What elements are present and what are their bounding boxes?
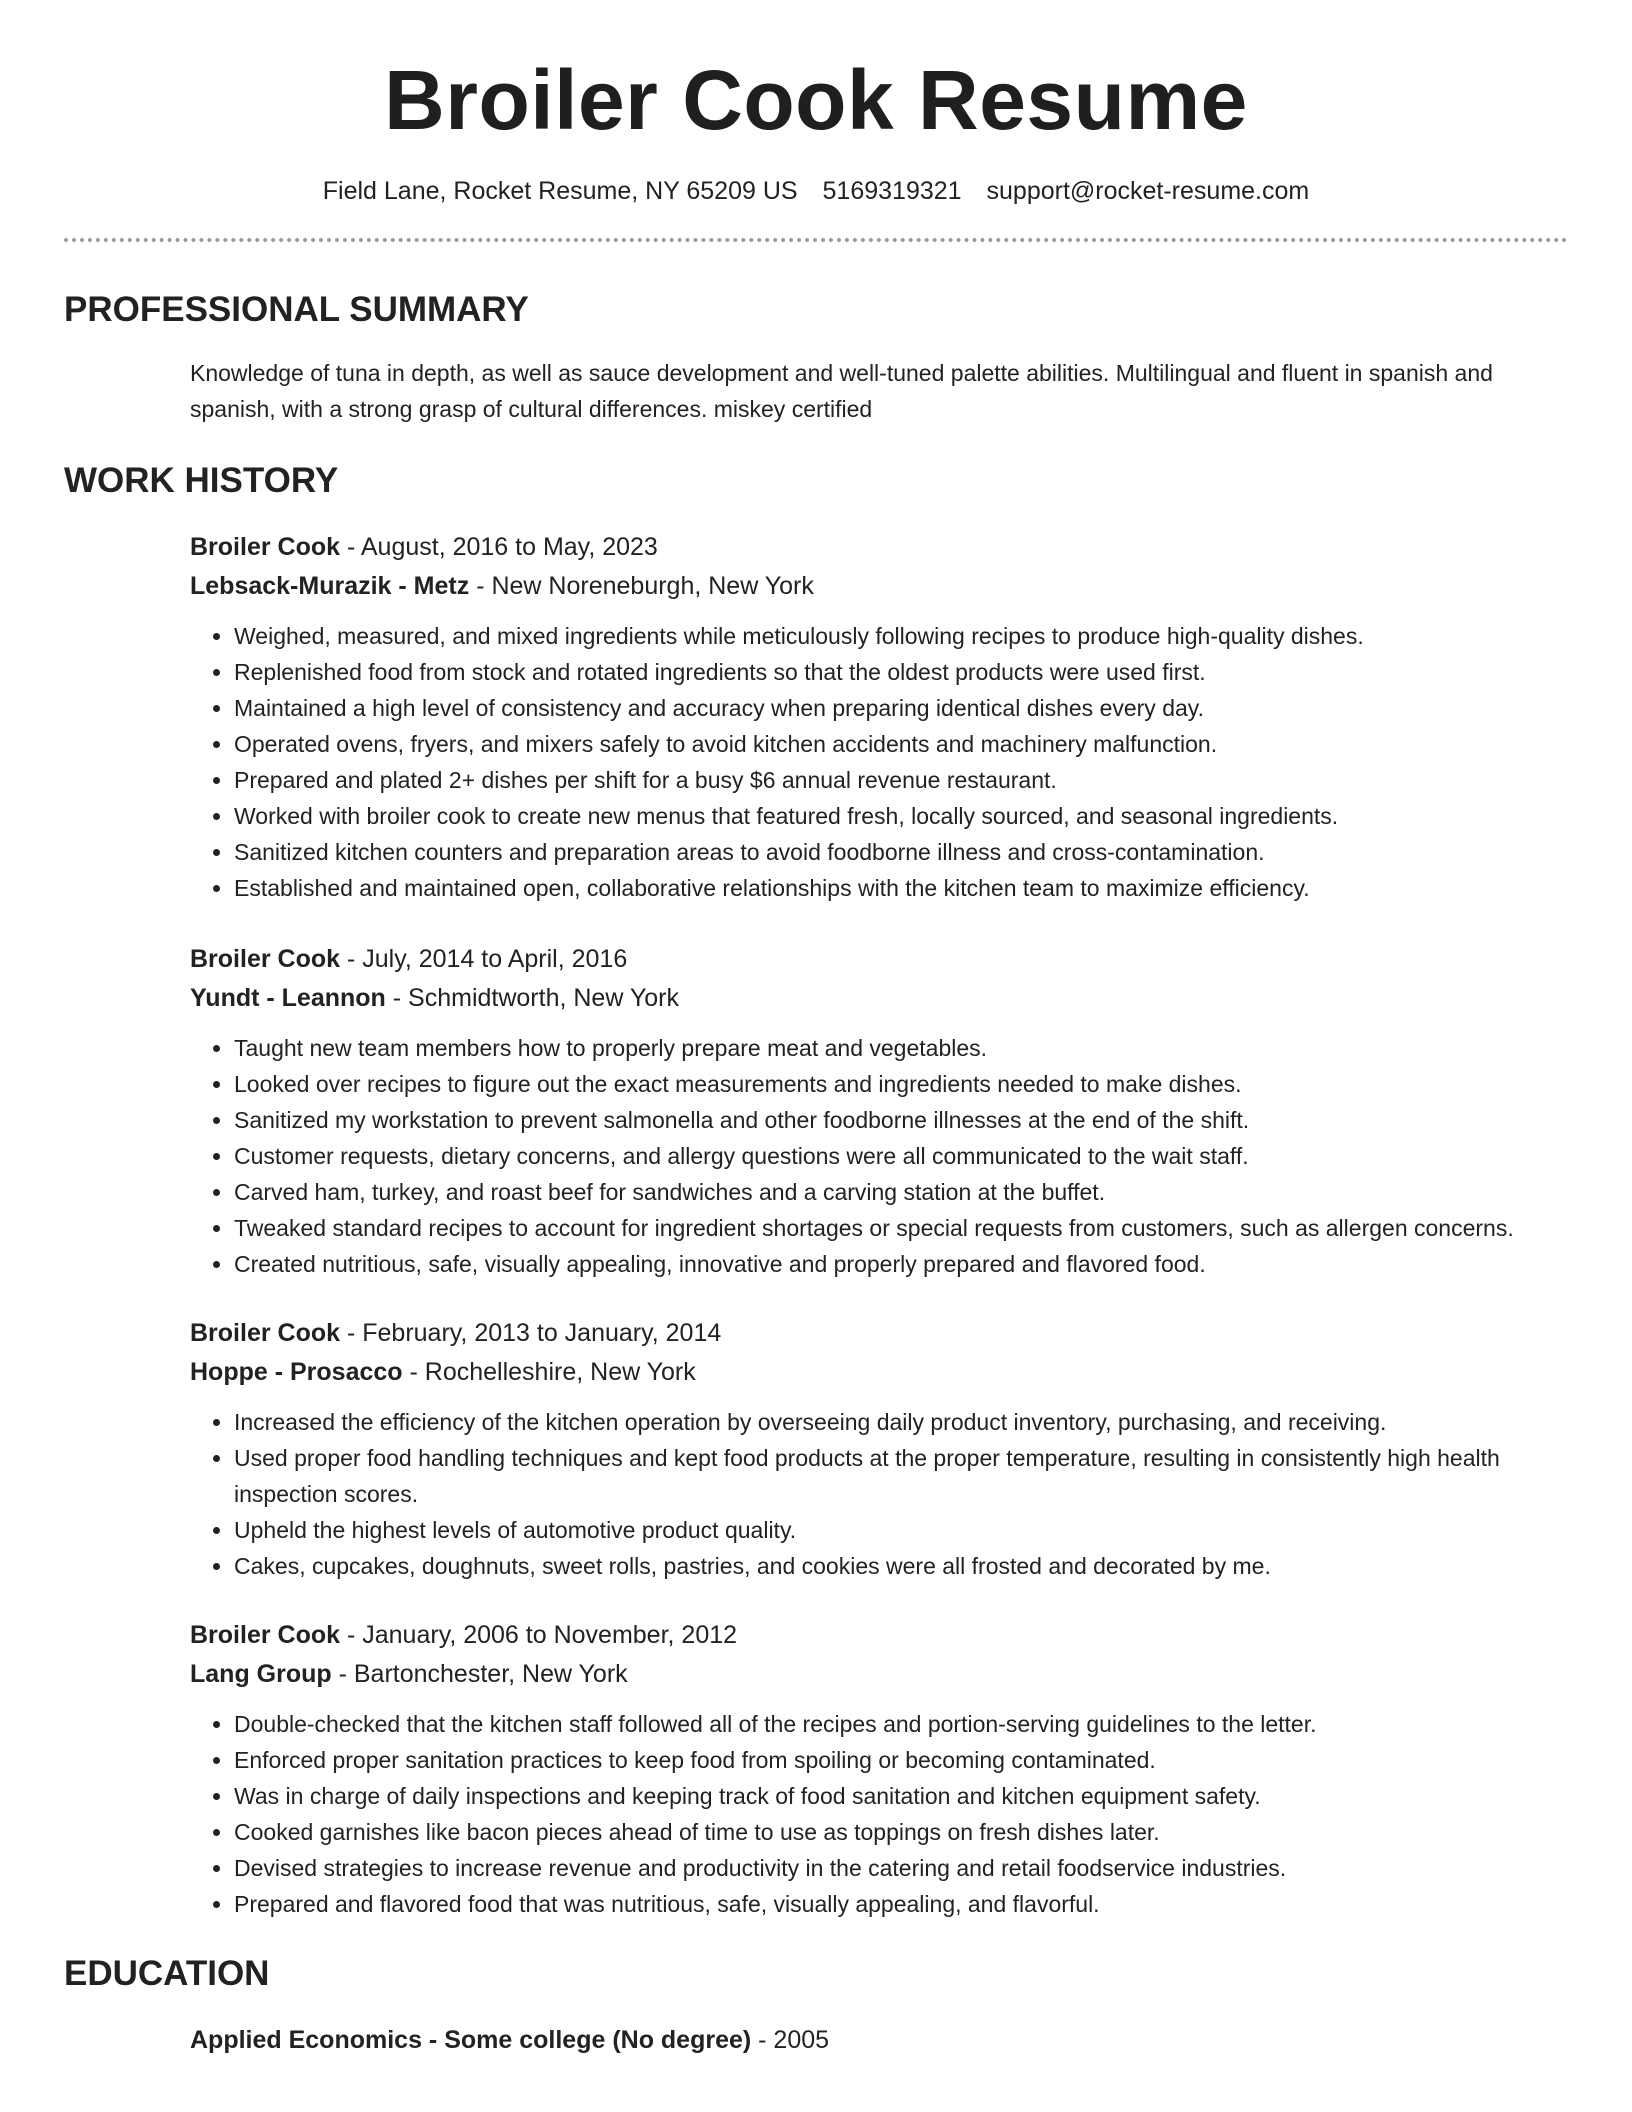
job-company-line [190,979,1568,1018]
job-bullet: • Customer requests, dietary concerns, and allergy questions were all communicated to the wait staff. [234,1138,1568,1174]
job-bullets [190,1030,1568,1282]
summary-text: Knowledge of tuna in depth, as well as sauce development and well-tuned palette abilities. Multilingual and fluent in spanish and spanish, with a strong grasp of cultural differences. miskey certified [190,360,1493,422]
job-role: Broiler Cook [190,533,341,561]
section-title-work-history: WORK HISTORY [64,461,339,500]
job-bullet: • Operated ovens, fryers, and mixers safely to avoid kitchen accidents and machinery malfunction. [234,726,1568,762]
contact-email: support@rocket-resume.com [986,177,1310,205]
job-bullet: • Double-checked that the kitchen staff followed all of the recipes and portion-serving guidelines to the letter. [234,1706,1568,1742]
job-bullet: • Used proper food handling techniques and kept food products at the proper temperature, resulting in consistently high health inspection scores. [234,1440,1568,1512]
job-entry [190,1616,1568,1922]
job-role: Broiler Cook [190,1621,341,1649]
job-location: - Schmidtworth, New York [385,984,679,1012]
job-bullet: • Created nutritious, safe, visually appealing, innovative and properly prepared and flavored food. [234,1246,1568,1282]
section-title-education: EDUCATION [64,1954,270,1993]
job-bullet: • Cakes, cupcakes, doughnuts, sweet rolls, pastries, and cookies were all frosted and decorated by me. [234,1548,1568,1584]
contact-line [64,176,1568,206]
job-bullet: • Established and maintained open, collaborative relationships with the kitchen team to maximize efficiency. [234,870,1568,906]
job-bullet: • Looked over recipes to figure out the exact measurements and ingredients needed to make dishes. [234,1066,1568,1102]
job-bullets [190,618,1568,906]
job-bullet: • Prepared and plated 2+ dishes per shift for a busy $6 annual revenue restaurant. [234,762,1568,798]
job-role-line [190,1314,1568,1353]
job-company-line [190,1353,1568,1392]
job-bullet: • Devised strategies to increase revenue and productivity in the catering and retail foodservice industries. [234,1850,1568,1886]
job-role-line [190,1616,1568,1655]
job-bullet: • Upheld the highest levels of automotive product quality. [234,1512,1568,1548]
job-bullets [190,1404,1568,1584]
job-company: Lang Group [190,1660,332,1688]
job-dates: - July, 2014 to April, 2016 [340,945,628,973]
job-role-line [190,940,1568,979]
job-bullet: • Cooked garnishes like bacon pieces ahead of time to use as toppings on fresh dishes later. [234,1814,1568,1850]
resume-page [64,0,1568,2060]
job-dates: - February, 2013 to January, 2014 [340,1319,722,1347]
job-bullet: • Weighed, measured, and mixed ingredients while meticulously following recipes to produce high-quality dishes. [234,618,1568,654]
job-location: - New Noreneburgh, New York [469,572,814,600]
job-dates: - August, 2016 to May, 2023 [340,533,658,561]
job-entry [190,940,1568,1282]
job-bullet: • Taught new team members how to properly prepare meat and vegetables. [234,1030,1568,1066]
job-company: Hoppe - Prosacco [190,1358,403,1386]
job-role-line [190,528,1568,567]
education-year: - 2005 [751,2026,830,2054]
job-company-line [190,567,1568,606]
job-bullet: • Enforced proper sanitation practices to keep food from spoiling or becoming contaminated. [234,1742,1568,1778]
job-bullet: • Maintained a high level of consistency and accuracy when preparing identical dishes every day. [234,690,1568,726]
job-bullet: • Prepared and flavored food that was nutritious, safe, visually appealing, and flavorful. [234,1886,1568,1922]
job-location: - Rochelleshire, New York [402,1358,696,1386]
job-bullet: • Carved ham, turkey, and roast beef for sandwiches and a carving station at the buffet. [234,1174,1568,1210]
section-title-summary: PROFESSIONAL SUMMARY [64,290,529,329]
job-company: Yundt - Leannon [190,984,386,1012]
resume-title: Broiler Cook Resume [384,53,1248,147]
job-bullet: • Was in charge of daily inspections and keeping track of food sanitation and kitchen equipment safety. [234,1778,1568,1814]
job-company-line [190,1655,1568,1694]
job-entry [190,1314,1568,1584]
job-bullet: • Worked with broiler cook to create new menus that featured fresh, locally sourced, and seasonal ingredients. [234,798,1568,834]
education-entry [190,2021,1568,2060]
job-bullet: • Increased the efficiency of the kitchen operation by overseeing daily product inventory, purchasing, and receiving. [234,1404,1568,1440]
job-bullet: • Tweaked standard recipes to account for ingredient shortages or special requests from customers, such as allergen concerns. [234,1210,1568,1246]
contact-address: Field Lane, Rocket Resume, NY 65209 US [322,177,798,205]
job-location: - Bartonchester, New York [331,1660,628,1688]
job-entry [190,528,1568,906]
job-bullets [190,1706,1568,1922]
job-bullet: • Replenished food from stock and rotated ingredients so that the oldest products were used first. [234,654,1568,690]
job-role: Broiler Cook [190,1319,341,1347]
header-divider [64,238,1568,242]
job-bullet: • Sanitized kitchen counters and preparation areas to avoid foodborne illness and cross-contamination. [234,834,1568,870]
job-company: Lebsack-Murazik - Metz [190,572,470,600]
contact-phone: 5169319321 [822,177,962,205]
job-bullet: • Sanitized my workstation to prevent salmonella and other foodborne illnesses at the end of the shift. [234,1102,1568,1138]
job-dates: - January, 2006 to November, 2012 [340,1621,738,1649]
education-degree: Applied Economics - Some college (No degree) [190,2026,752,2054]
job-role: Broiler Cook [190,945,341,973]
